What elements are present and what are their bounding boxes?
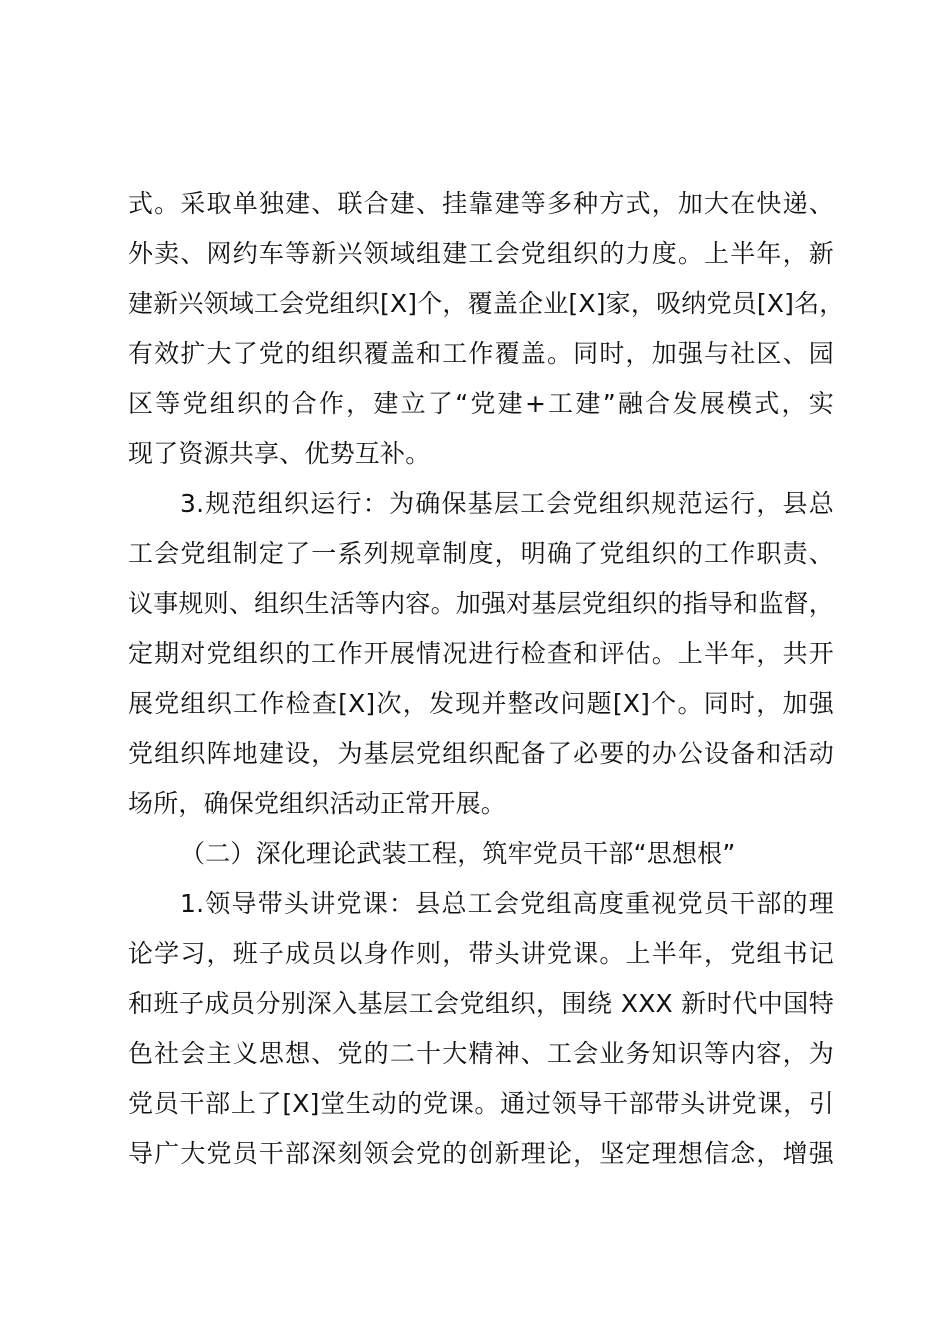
body-line: 建新兴领域工会党组织[X]个，覆盖企业[X]家，吸纳党员[X]名， bbox=[128, 289, 845, 318]
body-line: 有效扩大了党的组织覆盖和工作覆盖。同时，加强与社区、园 bbox=[128, 339, 834, 368]
body-line: 色社会主义思想、党的二十大精神、工会业务知识等内容，为 bbox=[128, 1039, 834, 1068]
body-line: 工会党组制定了一系列规章制度，明确了党组织的工作职责、 bbox=[128, 539, 834, 568]
body-line: 外卖、网约车等新兴领域组建工会党组织的力度。上半年，新 bbox=[128, 239, 834, 268]
body-line: 定期对党组织的工作开展情况进行检查和评估。上半年，共开 bbox=[128, 639, 834, 668]
body-line: 场所，确保党组织活动正常开展。 bbox=[128, 789, 507, 818]
paragraph-start-line: 1.领导带头讲党课：县总工会党组高度重视党员干部的理 bbox=[180, 889, 834, 918]
body-line: 党组织阵地建设，为基层党组织配备了必要的办公设备和活动 bbox=[128, 739, 834, 768]
section-heading: （二）深化理论武装工程，筑牢党员干部“思想根” bbox=[180, 839, 736, 868]
body-line: 区等党组织的合作，建立了“党建+工建”融合发展模式，实 bbox=[128, 389, 834, 418]
body-line: 议事规则、组织生活等内容。加强对基层党组织的指导和监督， bbox=[128, 589, 834, 618]
body-line: 式。采取单独建、联合建、挂靠建等多种方式，加大在快递、 bbox=[128, 189, 834, 218]
body-line: 论学习，班子成员以身作则，带头讲党课。上半年，党组书记 bbox=[128, 939, 834, 968]
body-line: 导广大党员干部深刻领会党的创新理论，坚定理想信念，增强 bbox=[128, 1139, 834, 1168]
body-line: 党员干部上了[X]堂生动的党课。通过领导干部带头讲党课，引 bbox=[128, 1089, 834, 1118]
body-line: 和班子成员分别深入基层工会党组织，围绕 XXX 新时代中国特 bbox=[128, 989, 834, 1018]
body-line: 展党组织工作检查[X]次，发现并整改问题[X]个。同时，加强 bbox=[128, 689, 834, 718]
body-line: 现了资源共享、优势互补。 bbox=[128, 439, 431, 468]
paragraph-start-line: 3.规范组织运行：为确保基层工会党组织规范运行，县总 bbox=[180, 489, 834, 518]
document-body bbox=[128, 179, 845, 1179]
